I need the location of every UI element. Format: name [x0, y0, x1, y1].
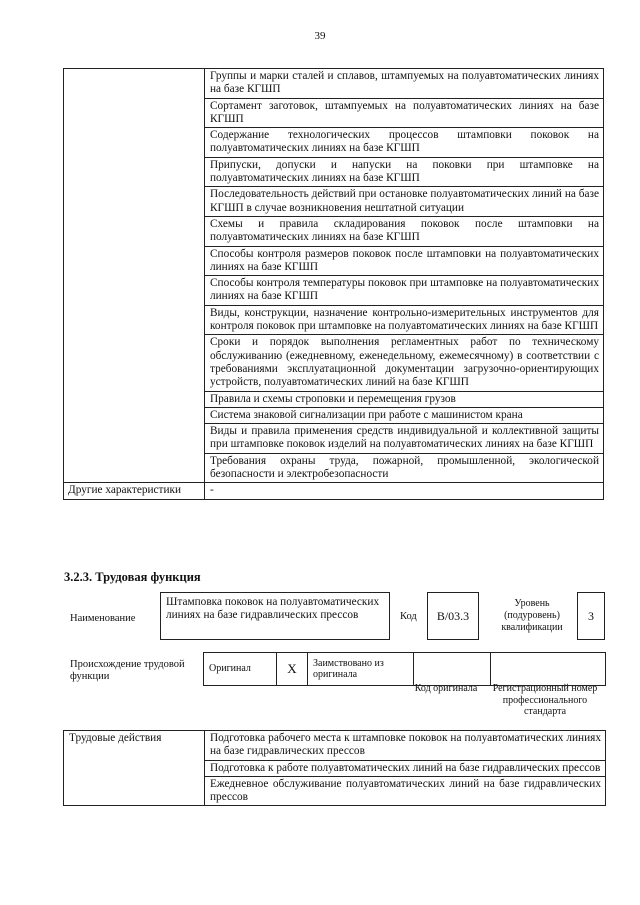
table-row [204, 653, 606, 686]
table-cell: Припуски, допуски и напуски на поковки при штамповке на полуавтоматических линиях на базе КГШП [205, 157, 604, 187]
table-cell: Схемы и правила складирования поковок после штамповки на полуавтоматических линиях на базе КГШП [205, 216, 604, 246]
table-cell: Содержание технологических процессов штамповки поковок на полуавтоматических линиях на базе КГШП [205, 128, 604, 158]
table-cell: Виды и правила применения средств индивидуальной и коллективной защиты при штамповке поковок изделий на полуавтоматических линиях на базе КГШП [205, 424, 604, 454]
section-heading: 3.2.3. Трудовая функция [64, 570, 201, 584]
registration-number-caption: Регистрационный номер профессионального стандарта [492, 683, 598, 717]
function-name-value: Штамповка поковок на полуавтоматических линиях на базе гидравлических прессов [160, 592, 390, 640]
table-cell: Ежедневное обслуживание полуавтоматических линий на базе гидравлических прессов [205, 776, 606, 806]
table-row [64, 731, 606, 761]
original-code-cell [414, 653, 491, 686]
function-origin-label: Происхождение трудовой функции [70, 659, 185, 682]
table-cell: Система знаковой сигнализации при работе с машинистом крана [205, 407, 604, 423]
table-cell: Виды, конструкции, назначение контрольно-измерительных инструментов для контроля поковок при штамповке на полуавтоматических линиях на базе КГШП [205, 305, 604, 335]
origin-table [203, 652, 606, 686]
qualification-level-value: 3 [577, 592, 605, 640]
row-label-cell [64, 69, 205, 483]
labor-actions-label: Трудовые действия [64, 731, 205, 806]
table-row [64, 483, 604, 499]
labor-actions-table [63, 730, 606, 806]
table-cell: Правила и схемы строповки и перемещения грузов [205, 391, 604, 407]
function-code-value: В/03.3 [427, 592, 479, 640]
original-mark: X [277, 653, 308, 686]
required-knowledge-table [63, 68, 604, 500]
function-name-label: Наименование [70, 613, 136, 624]
qualification-level-label: Уровень (подуровень) квалификации [501, 598, 563, 633]
table-cell: Последовательность действий при остановке полуавтоматических линий на базе КГШП в случае возникновения нештатной ситуации [205, 187, 604, 217]
table-cell: Способы контроля размеров поковок после штамповки на полуавтоматических линиях на базе КГШП [205, 246, 604, 276]
original-code-caption: Код оригинала [414, 683, 478, 694]
other-characteristics-label: Другие характеристики [64, 483, 205, 499]
page-number: 39 [314, 30, 326, 42]
borrowed-label: Заимствовано из оригинала [308, 653, 414, 686]
original-label: Оригинал [204, 653, 277, 686]
function-code-label: Код [400, 611, 417, 622]
table-cell: Сроки и порядок выполнения регламентных работ по техническому обслуживанию (ежедневному, еженедельному, ежемесячному) в соответствии с требованиями эксплуатационной документации загрузочно-ориентирующих устройств, полуавтоматических линий на базе КГШП [205, 335, 604, 391]
table-cell: Подготовка к работе полуавтоматических линий на базе гидравлических прессов [205, 760, 606, 776]
table-cell: Способы контроля температуры поковок при штамповке на полуавтоматических линиях на базе КГШП [205, 276, 604, 306]
registration-number-cell [491, 653, 606, 686]
table-row [64, 69, 604, 99]
table-cell: Сортамент заготовок, штампуемых на полуавтоматических линиях на базе КГШП [205, 98, 604, 128]
other-characteristics-value: - [205, 483, 604, 499]
table-cell: Группы и марки сталей и сплавов, штампуемых на полуавтоматических линиях на базе КГШП [205, 69, 604, 99]
table-cell: Подготовка рабочего места к штамповке поковок на полуавтоматических линиях на базе гидравлических прессов [205, 731, 606, 761]
table-cell: Требования охраны труда, пожарной, промышленной, экологической безопасности и электробезопасности [205, 453, 604, 483]
